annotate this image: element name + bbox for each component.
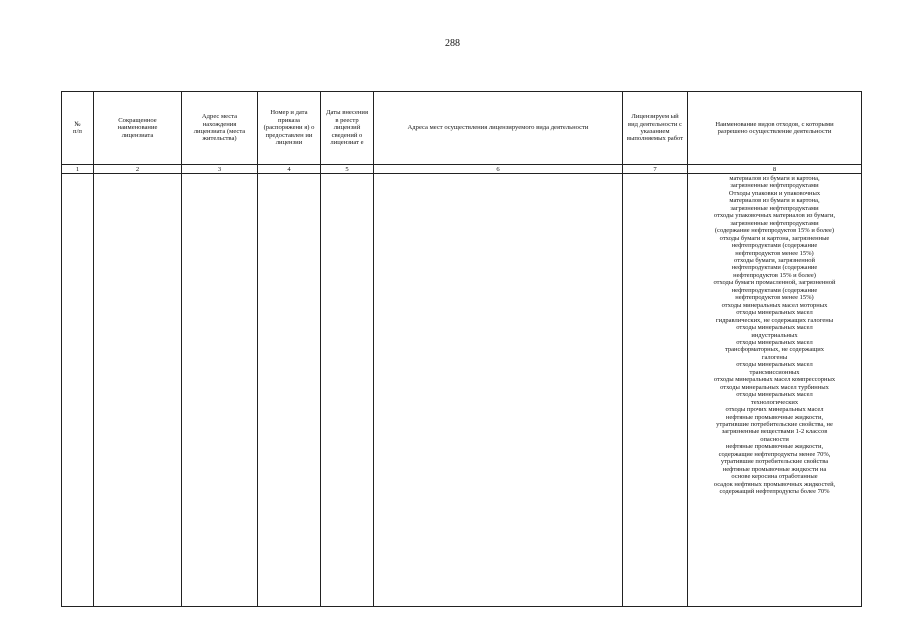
waste-type-line: загрязненные нефтепродуктами [730,219,819,227]
waste-type-line: отходы минеральных масел [736,391,813,399]
cell-licensed-activity [623,174,688,607]
cell-activity-addresses [374,174,623,607]
column-number: 7 [623,165,688,174]
waste-type-line: нефтепродуктами (содержание [731,242,818,250]
column-header-activity-addresses: Адреса мест осуществления лицензируемого вида деятельности [374,92,623,165]
column-header-licensee-name: Сокращенное наименование лицензиата [94,92,182,165]
column-header-order-number-date: Номер и дата приказа (распоряжени я) о предоставлен ии лицензии [258,92,321,165]
cell-order [258,174,321,607]
waste-type-line: трансмиссионных [749,368,800,376]
waste-type-line: содержащий нефтепродукты более 70% [719,488,830,496]
waste-type-line: нефтяные промывочные жидкости, [725,443,824,451]
waste-type-line: загрязненные веществами 1-2 классов [721,428,828,436]
waste-type-line: отходы бумаги промасленной, загрязненной [713,279,836,287]
waste-type-line: отходы минеральных масел [736,361,813,369]
column-number: 3 [182,165,258,174]
header-row [62,92,862,165]
cell-number [62,174,94,607]
waste-type-line: опасности [760,435,789,443]
waste-type-line: утратившие потребительские свойства [720,458,829,466]
column-number: 6 [374,165,623,174]
column-number: 4 [258,165,321,174]
column-number: 8 [688,165,862,174]
waste-type-line: отходы минеральных масел [736,338,813,346]
waste-type-line: загрязненные нефтепродуктами [730,182,819,190]
waste-type-line: галогены [761,353,788,361]
waste-type-line: отходы бумаги, загрязненной [734,256,815,264]
cell-registry-dates [321,174,374,607]
column-header-licensee-address: Адрес места нахождения лицензиата (места жительства) [182,92,258,165]
waste-type-line: гидравлических, не содержащих галогены [715,316,834,324]
waste-type-line: отходы минеральных масел турбинных [720,383,829,391]
column-number-row [62,165,862,174]
column-number: 2 [94,165,182,174]
waste-type-line: утратившие потребительские свойства, не [716,420,833,428]
waste-type-line: отходы минеральных масел компрессорных [713,376,836,384]
waste-type-line: индустриальных [751,331,798,339]
cell-licensee-name [94,174,182,607]
waste-type-line: нефтяные промывочные жидкости на [722,465,827,473]
waste-type-list [688,174,861,495]
waste-type-line: отходы бумаги и картона, загрязненные [719,234,830,242]
cell-waste-types [688,174,862,607]
waste-type-line: нефтяные промывочные жидкости, [725,413,824,421]
waste-type-line: нефтепродуктами (содержание [731,264,818,272]
waste-type-line: (содержание нефтепродуктов 15% и более) [714,227,835,235]
column-number: 1 [62,165,94,174]
column-header-licensed-activity: Лицензируем ый вид деятельности с указанием выполняемых работ [623,92,688,165]
waste-type-line: содержащие нефтепродукты менее 70%, [718,450,831,458]
waste-type-line: нефтепродуктов 15% и более) [733,271,816,279]
table-row [62,174,862,607]
waste-type-line: отходы прочих минеральных масел [725,406,824,414]
waste-type-line: загрязненные нефтепродуктами [730,204,819,212]
column-number: 5 [321,165,374,174]
waste-type-line: материалов из бумаги и картона, [729,197,820,205]
page-number: 288 [445,38,460,49]
waste-type-line: нефтепродуктами (содержание [731,286,818,294]
waste-type-line: основе керосина отработанные [731,473,818,481]
waste-type-line: материалов из бумаги и картона, [729,175,820,182]
waste-type-line: Отходы упаковки и упаковочных [728,189,821,197]
license-registry-table [61,91,862,607]
waste-type-line: нефтепродуктов менее 15%) [735,249,814,257]
waste-type-line: осадок нефтяных промывочных жидкостей, [713,480,836,488]
waste-type-line: отходы минеральных масел моторных [721,301,828,309]
column-header-number: № п/п [62,92,94,165]
waste-type-line: нефтепродуктов менее 15%) [735,294,814,302]
waste-type-line: отходы упаковочных материалов из бумаги, [713,212,836,220]
waste-type-line: трансформаторных, не содержащих [725,346,824,354]
waste-type-line: отходы минеральных масел [736,309,813,317]
column-header-registry-dates: Даты внесения в реестр лицензий сведений о лицензиат е [321,92,374,165]
waste-type-line: технологических [750,398,799,406]
cell-licensee-address [182,174,258,607]
column-header-waste-types: Наименование видов отходов, с которыми разрешено осуществление деятельности [688,92,862,165]
waste-type-line: отходы минеральных масел [736,324,813,332]
